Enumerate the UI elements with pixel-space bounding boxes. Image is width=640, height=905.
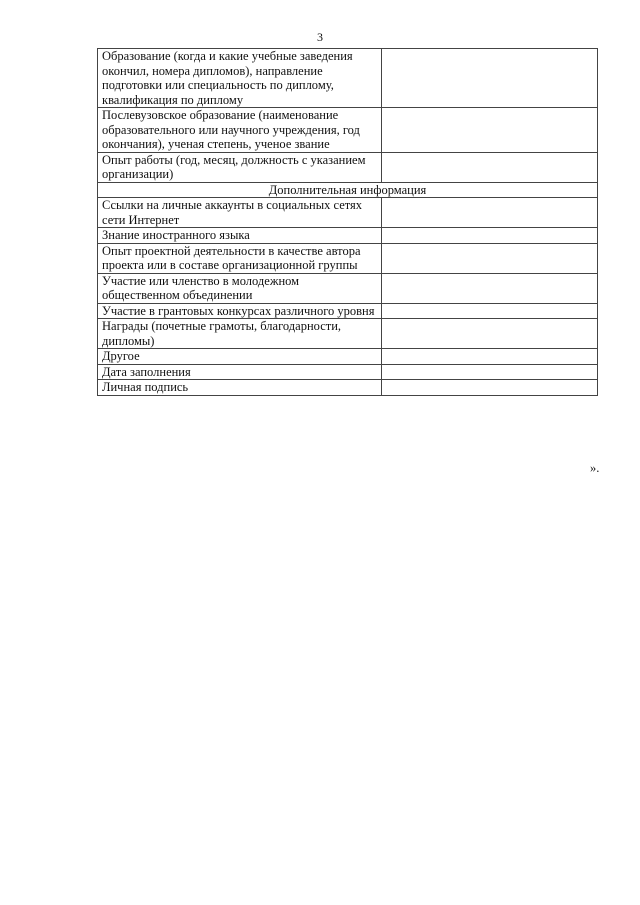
row-value-fill-date[interactable] <box>382 364 598 380</box>
table-row <box>98 198 598 228</box>
table-row <box>98 364 598 380</box>
table-row <box>98 152 598 182</box>
row-label-foreign-language: Знание иностранного языка <box>98 228 382 244</box>
row-label-grant-contests: Участие в грантовых конкурсах различного уровня <box>98 303 382 319</box>
section-row <box>98 182 598 198</box>
row-label-education: Образование (когда и какие учебные заведения окончил, номера дипломов), направление подготовки или специальность по диплому, квалификация по диплому <box>98 49 382 108</box>
row-value-work-experience[interactable] <box>382 152 598 182</box>
closing-quote-mark: ». <box>590 461 600 475</box>
row-label-awards: Награды (почетные грамоты, благодарности, дипломы) <box>98 319 382 349</box>
row-value-youth-association[interactable] <box>382 273 598 303</box>
row-label-other: Другое <box>98 349 382 365</box>
row-value-other[interactable] <box>382 349 598 365</box>
row-value-signature[interactable] <box>382 380 598 396</box>
row-value-grant-contests[interactable] <box>382 303 598 319</box>
table-row <box>98 349 598 365</box>
row-value-project-experience[interactable] <box>382 243 598 273</box>
row-value-education[interactable] <box>382 49 598 108</box>
table-row <box>98 303 598 319</box>
table-row <box>98 243 598 273</box>
table-row <box>98 108 598 153</box>
page-number: 3 <box>317 30 323 44</box>
row-label-social-links: Ссылки на личные аккаунты в социальных сетях сети Интернет <box>98 198 382 228</box>
row-label-signature: Личная подпись <box>98 380 382 396</box>
application-form-table <box>97 48 598 396</box>
table-row <box>98 49 598 108</box>
table-row <box>98 319 598 349</box>
row-value-postgraduate[interactable] <box>382 108 598 153</box>
row-label-work-experience: Опыт работы (год, месяц, должность с указанием организации) <box>98 152 382 182</box>
row-value-social-links[interactable] <box>382 198 598 228</box>
row-label-youth-association: Участие или членство в молодежном общественном объединении <box>98 273 382 303</box>
table-row <box>98 273 598 303</box>
row-value-foreign-language[interactable] <box>382 228 598 244</box>
row-value-awards[interactable] <box>382 319 598 349</box>
section-title-additional-info: Дополнительная информация <box>98 182 598 198</box>
row-label-project-experience: Опыт проектной деятельности в качестве автора проекта или в составе организационной группы <box>98 243 382 273</box>
row-label-fill-date: Дата заполнения <box>98 364 382 380</box>
table-row <box>98 380 598 396</box>
table-row <box>98 228 598 244</box>
row-label-postgraduate: Послевузовское образование (наименование образовательного или научного учреждения, год окончания), ученая степень, ученое звание <box>98 108 382 153</box>
